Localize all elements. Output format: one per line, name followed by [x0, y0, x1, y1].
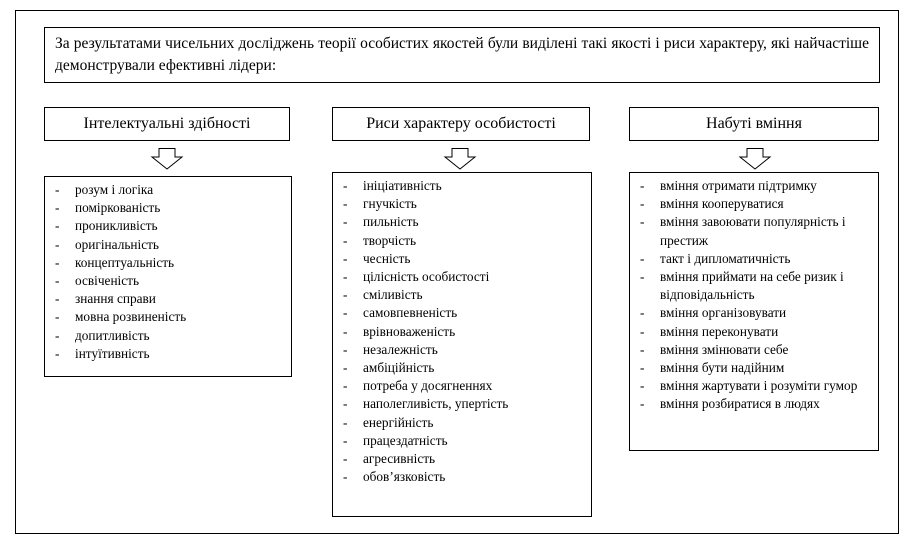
list-item: [339, 414, 585, 432]
list-item: [636, 268, 872, 304]
list-item-text: знання справи: [75, 291, 156, 307]
list-item: [339, 341, 585, 359]
list-item: [636, 341, 872, 359]
list-item: [339, 286, 585, 304]
bullet-dash: -: [343, 287, 348, 303]
bullet-dash: -: [343, 196, 348, 212]
list-item-text: гнучкість: [363, 196, 417, 212]
list-item-text: вміння кооперуватися: [660, 196, 784, 212]
bullet-dash: -: [640, 178, 645, 193]
bullet-dash: -: [343, 305, 348, 321]
list-item-text: незалежність: [363, 341, 438, 357]
list-item-text: амбіційність: [363, 360, 435, 376]
list-item-text: вміння приймати на себе ризик і відповідальність: [660, 269, 844, 303]
bullet-dash: -: [640, 360, 645, 376]
list-item-text: чесність: [363, 250, 411, 266]
list-item: [339, 395, 585, 413]
list-item: [636, 177, 872, 195]
list-item: [51, 236, 285, 254]
bullet-dash: -: [640, 196, 645, 212]
list-item-text: врівноваженість: [363, 323, 456, 339]
list-item-text: проникливість: [75, 218, 158, 234]
down-arrow-icon: [738, 148, 772, 170]
list-item: [51, 345, 285, 363]
bullet-dash: -: [55, 182, 60, 197]
list-item: [339, 359, 585, 377]
list-item: [51, 217, 285, 235]
bullet-dash: -: [55, 273, 60, 289]
list-item: [339, 268, 585, 286]
bullet-dash: -: [640, 323, 645, 339]
list-item: [51, 308, 285, 326]
bullet-dash: -: [343, 360, 348, 376]
list-item-text: вміння організовувати: [660, 305, 787, 321]
list-item-text: вміння розбиратися в людях: [660, 396, 820, 412]
bullet-dash: -: [343, 432, 348, 448]
bullet-dash: -: [343, 214, 348, 230]
list-item: [339, 232, 585, 250]
list-item-text: розум і логіка: [75, 182, 154, 197]
bullet-dash: -: [343, 178, 348, 193]
list-item-text: потреба у досягненнях: [363, 378, 493, 394]
list-item-text: сміливість: [363, 287, 423, 303]
bullet-dash: -: [343, 396, 348, 412]
list-item-text: концептуальність: [75, 254, 175, 270]
list-item: [339, 177, 585, 195]
bullet-dash: -: [55, 327, 60, 343]
list-item-text: вміння змінювати себе: [660, 341, 789, 357]
list-character-traits: [332, 172, 592, 517]
down-arrow-icon: [443, 148, 477, 170]
list-item: [339, 250, 585, 268]
list-item: [636, 395, 872, 413]
bullet-dash: -: [343, 469, 348, 485]
list-item-text: вміння переконувати: [660, 323, 779, 339]
bullet-dash: -: [55, 218, 60, 234]
bullet-dash: -: [640, 269, 645, 285]
list-item-text: обов’язковість: [363, 469, 446, 485]
bullet-dash: -: [55, 200, 60, 216]
bullet-dash: -: [640, 214, 645, 230]
list-item-text: освіченість: [75, 273, 140, 289]
intro-text-box: За результатами чисельних досліджень теорії особистих якостей були виділені такі якості і риси характеру, які найчастіше демонстрували ефективні лідери:: [44, 27, 880, 83]
bullet-dash: -: [343, 323, 348, 339]
bullet-dash: -: [343, 250, 348, 266]
list-item-text: вміння бути надійним: [660, 360, 785, 376]
list-item-text: такт і дипломатичність: [660, 250, 791, 266]
list-item-text: допитливість: [75, 327, 150, 343]
header-character-traits: Риси характеру особистості: [332, 107, 590, 141]
list-item: [339, 450, 585, 468]
list-item-text: поміркованість: [75, 200, 161, 216]
list-item-text: інтуїтивність: [75, 345, 150, 361]
list-item: [636, 250, 872, 268]
bullet-dash: -: [343, 341, 348, 357]
list-item: [339, 377, 585, 395]
bullet-dash: -: [640, 341, 645, 357]
list-item-text: мовна розвиненість: [75, 309, 187, 325]
list-acquired-skills: [629, 172, 879, 451]
bullet-dash: -: [640, 250, 645, 266]
bullet-dash: -: [343, 269, 348, 285]
bullet-dash: -: [55, 254, 60, 270]
list-item-text: ініціативність: [363, 178, 442, 193]
bullet-dash: -: [640, 305, 645, 321]
list-item-text: вміння отримати підтримку: [660, 178, 817, 193]
list-item: [51, 199, 285, 217]
list-item: [339, 432, 585, 450]
list-item-text: вміння жартувати і розуміти гумор: [660, 378, 858, 394]
bullet-dash: -: [55, 236, 60, 252]
bullet-dash: -: [343, 378, 348, 394]
list-item: [339, 323, 585, 341]
list-item: [51, 290, 285, 308]
list-item-text: вміння завоювати популярність і престиж: [660, 214, 846, 248]
bullet-dash: -: [640, 378, 645, 394]
list-item: [339, 304, 585, 322]
list-item-text: енергійність: [363, 414, 434, 430]
down-arrow-icon: [150, 148, 184, 170]
list-item: [636, 195, 872, 213]
list-item-text: самовпевненість: [363, 305, 458, 321]
list-intellectual-abilities: [44, 176, 292, 377]
list-item-text: цілісність особистості: [363, 269, 490, 285]
bullet-dash: -: [343, 414, 348, 430]
list-item: [51, 272, 285, 290]
list-item: [636, 323, 872, 341]
bullet-dash: -: [343, 232, 348, 248]
list-item: [339, 213, 585, 231]
bullet-dash: -: [640, 396, 645, 412]
list-item-text: агресивність: [363, 451, 436, 467]
list-item: [339, 468, 585, 486]
list-item: [51, 181, 285, 199]
list-item-text: працездатність: [363, 432, 448, 448]
bullet-dash: -: [55, 291, 60, 307]
list-item: [636, 377, 872, 395]
header-intellectual-abilities: Інтелектуальні здібності: [44, 107, 290, 141]
list-item: [51, 327, 285, 345]
list-item: [636, 213, 872, 249]
list-item-text: творчість: [363, 232, 417, 248]
bullet-dash: -: [55, 309, 60, 325]
list-item: [339, 195, 585, 213]
list-item-text: пильність: [363, 214, 419, 230]
header-acquired-skills: Набуті вміння: [629, 107, 879, 141]
list-item: [636, 359, 872, 377]
list-item-text: оригінальність: [75, 236, 159, 252]
list-item: [51, 254, 285, 272]
list-item: [636, 304, 872, 322]
bullet-dash: -: [343, 451, 348, 467]
bullet-dash: -: [55, 345, 60, 361]
list-item-text: наполегливість, упертість: [363, 396, 509, 412]
